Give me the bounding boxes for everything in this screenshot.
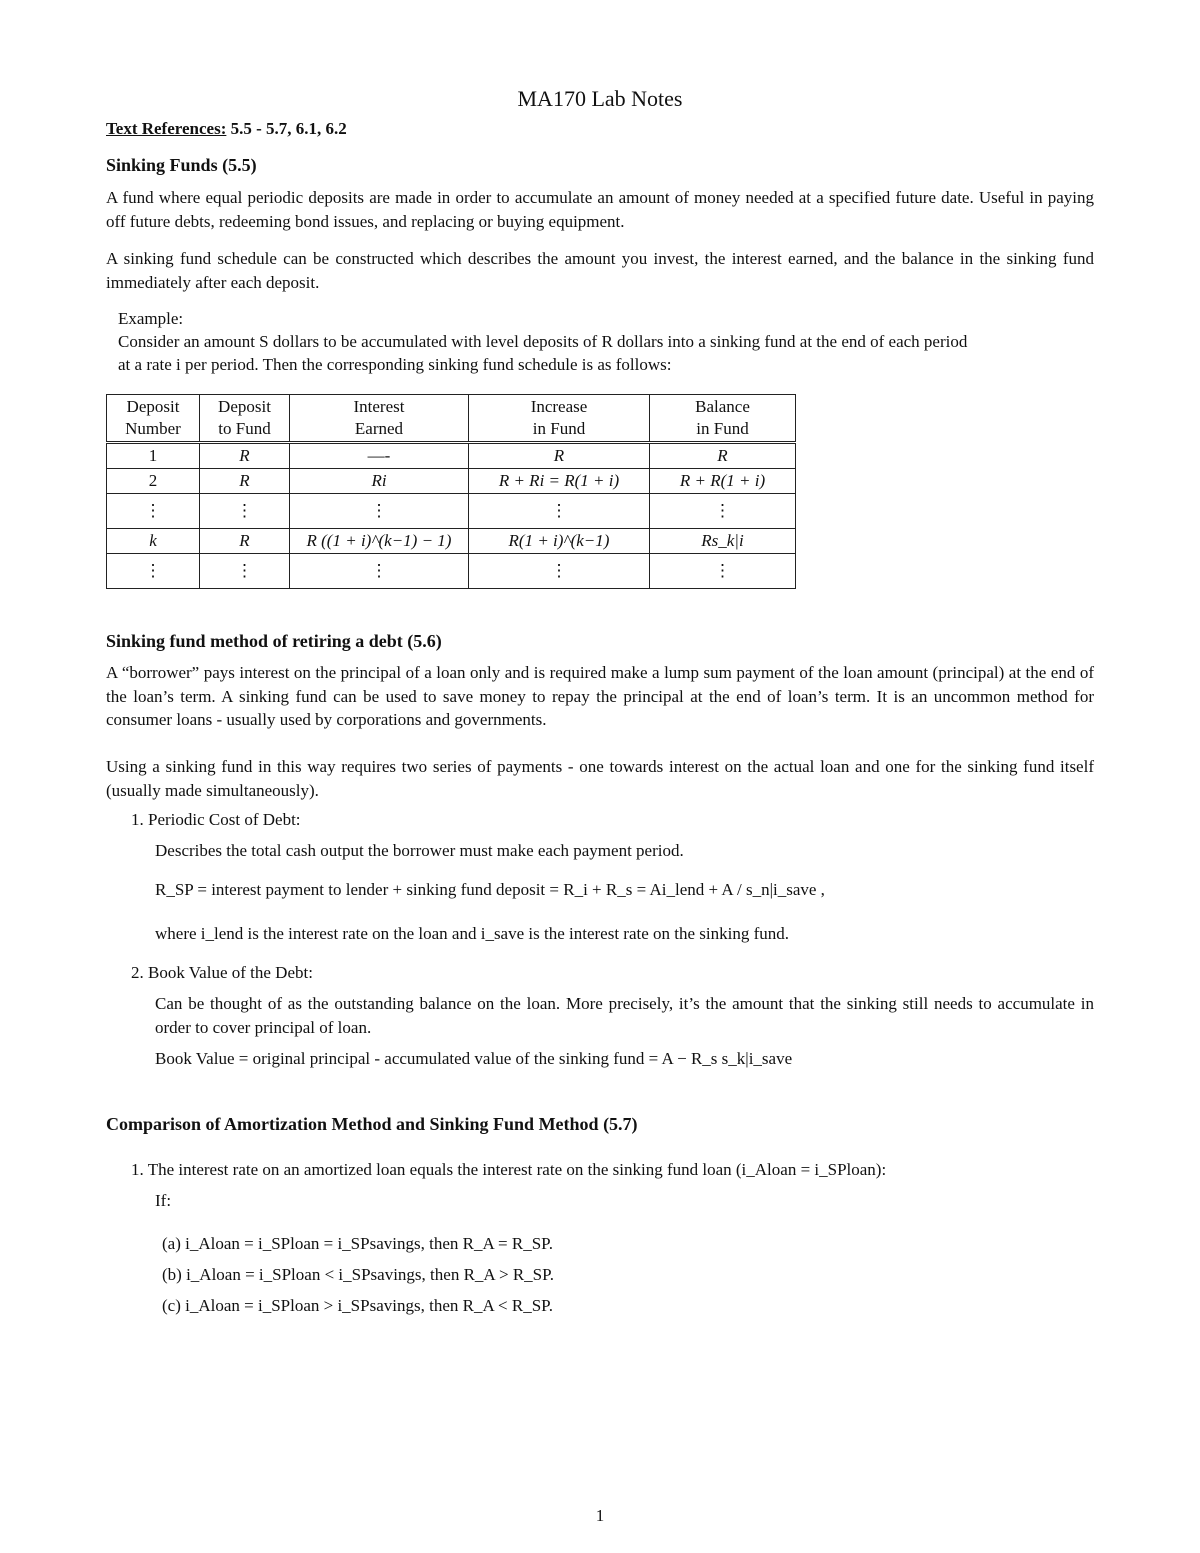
retire-item-1-label: 1. Periodic Cost of Debt: bbox=[131, 810, 301, 829]
table-header-row bbox=[107, 395, 796, 443]
table-row bbox=[107, 529, 796, 554]
compare-if-label: If: bbox=[155, 1191, 172, 1210]
table-cell: ⋮ bbox=[469, 494, 650, 529]
table-cell: R bbox=[200, 443, 290, 469]
table-header: Interest Earned bbox=[290, 395, 469, 443]
retire-paragraph-2: Using a sinking fund in this way requires two series of payments - one towards interest on the actual loan and one for the sinking fund itself (usually made simultaneously). bbox=[106, 757, 1094, 800]
text-references bbox=[106, 117, 347, 140]
table-row bbox=[107, 494, 796, 529]
table-cell: ⋮ bbox=[290, 494, 469, 529]
compare-item-1: 1. The interest rate on an amortized loan equals the interest rate on the sinking fund loan (i_Aloan = i_SPloan): bbox=[131, 1160, 887, 1179]
table-cell: ⋮ bbox=[107, 494, 200, 529]
heading-sinking-funds: Sinking Funds (5.5) bbox=[106, 155, 257, 175]
example-label: Example: bbox=[118, 309, 184, 328]
example-line-1: Consider an amount S dollars to be accumulated with level deposits of R dollars into a sinking fund at the end of each period bbox=[118, 332, 968, 351]
table-header: Deposit Number bbox=[107, 395, 200, 443]
retire-item-1-description: Describes the total cash output the borrower must make each payment period. bbox=[155, 841, 684, 860]
sinking-fund-schedule-table bbox=[106, 394, 796, 589]
table-cell: R bbox=[469, 443, 650, 469]
heading-comparison: Comparison of Amortization Method and Sinking Fund Method (5.7) bbox=[106, 1114, 638, 1134]
table-header: Deposit to Fund bbox=[200, 395, 290, 443]
table-cell: R bbox=[200, 529, 290, 554]
table-cell: Rs_k|i bbox=[650, 529, 796, 554]
table-cell: k bbox=[107, 529, 200, 554]
retire-paragraph-1: A “borrower” pays interest on the principal of a loan only and is required make a lump sum payment of the loan amount (principal) at the end of the loan’s term. A sinking fund can be used to save money to repay the principal at the end of loan’s term. It is an uncommon method for consumer loans - usually used by corporations and governments. bbox=[106, 663, 1094, 729]
sinking-paragraph-2: A sinking fund schedule can be constructed which describes the amount you invest, the interest earned, and the balance in the sinking fund immediately after each deposit. bbox=[106, 249, 1094, 292]
table-cell: R bbox=[650, 443, 796, 469]
table-cell: 2 bbox=[107, 469, 200, 494]
table-cell: R bbox=[200, 469, 290, 494]
heading-retiring-debt: Sinking fund method of retiring a debt (5.6) bbox=[106, 631, 442, 651]
compare-case-b: (b) i_Aloan = i_SPloan < i_SPsavings, then R_A > R_SP. bbox=[162, 1265, 554, 1284]
sinking-paragraph-1: A fund where equal periodic deposits are made in order to accumulate an amount of money needed at a specified future date. Useful in paying off future debts, redeeming bond issues, and replacing or buying equipment. bbox=[106, 188, 1094, 231]
page-title: MA170 Lab Notes bbox=[517, 86, 683, 111]
table-cell: ⋮ bbox=[469, 554, 650, 589]
refs-value: 5.5 - 5.7, 6.1, 6.2 bbox=[226, 119, 347, 138]
table-cell: ⋮ bbox=[200, 494, 290, 529]
table-cell: —- bbox=[290, 443, 469, 469]
periodic-cost-formula: R_SP = interest payment to lender + sinking fund deposit = R_i + R_s = Ai_lend + A / s_n|i_save , bbox=[155, 880, 825, 899]
table-header: Balance in Fund bbox=[650, 395, 796, 443]
table-cell: ⋮ bbox=[107, 554, 200, 589]
table-cell: R + Ri = R(1 + i) bbox=[469, 469, 650, 494]
retire-item-2-label: 2. Book Value of the Debt: bbox=[131, 963, 313, 982]
compare-case-c: (c) i_Aloan = i_SPloan > i_SPsavings, then R_A < R_SP. bbox=[162, 1296, 553, 1315]
page-number: 1 bbox=[595, 1506, 605, 1525]
table-cell: ⋮ bbox=[290, 554, 469, 589]
table-cell: 1 bbox=[107, 443, 200, 469]
table-cell: Ri bbox=[290, 469, 469, 494]
table-cell: ⋮ bbox=[200, 554, 290, 589]
retire-item-1-where: where i_lend is the interest rate on the loan and i_save is the interest rate on the sinking fund. bbox=[155, 924, 790, 943]
table-row bbox=[107, 443, 796, 469]
compare-case-a: (a) i_Aloan = i_SPloan = i_SPsavings, then R_A = R_SP. bbox=[162, 1234, 553, 1253]
table-row bbox=[107, 469, 796, 494]
refs-label: Text References: bbox=[106, 119, 227, 138]
table-row bbox=[107, 554, 796, 589]
example-line-2: at a rate i per period. Then the corresponding sinking fund schedule is as follows: bbox=[118, 355, 672, 374]
book-value-formula: Book Value = original principal - accumulated value of the sinking fund = A − R_s s_k|i_save bbox=[155, 1049, 793, 1068]
table-cell: R ((1 + i)^(k−1) − 1) bbox=[290, 529, 469, 554]
retire-item-2-description: Can be thought of as the outstanding balance on the loan. More precisely, it’s the amount that the sinking still needs to accumulate in order to cover principal of loan. bbox=[155, 994, 1094, 1037]
table-cell: R(1 + i)^(k−1) bbox=[469, 529, 650, 554]
table-header: Increase in Fund bbox=[469, 395, 650, 443]
table-cell: R + R(1 + i) bbox=[650, 469, 796, 494]
table-cell: ⋮ bbox=[650, 494, 796, 529]
table-cell: ⋮ bbox=[650, 554, 796, 589]
